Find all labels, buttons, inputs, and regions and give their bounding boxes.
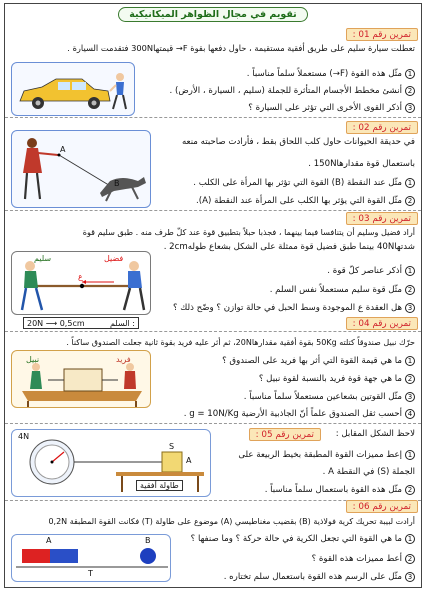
exercise-2-statement-2: باستعمال قوة مقدارها150N . [308,159,415,169]
exercise-4-q2 [259,374,415,385]
q-number: 2 [405,374,415,384]
q-text: أذكر القوى الأخرى التي تؤثر على السيارة ؟ [248,103,402,113]
q-number: 1 [405,266,415,276]
exercise-3-tag: تمرين رقم 03 : [346,212,418,225]
exercise-5-intro: لاحظ الشكل المقابل : [335,429,415,439]
title-bar [5,4,421,24]
q-number: 1 [405,356,415,366]
exercise-1-tag: تمرين رقم 01 : [346,28,418,41]
q-number: 1 [405,450,415,460]
box-s-label: S [169,442,175,451]
exercise-6-q3 [224,572,415,583]
worksheet-page [4,3,422,588]
scale-value: 20N ⟶ 0,5cm [27,318,85,328]
exercise-4-statement: حرّك نبيل صندوقاً كتلته 50Kg بقوة أفقية مقدارها20N، ثم أثر عليه فريد بقوة ثانية جعلت الصندوق ساكناً . [66,338,415,347]
knot-label: ع [78,272,83,281]
exercise-4-q1 [222,356,415,367]
q-number: 3 [405,303,415,313]
dog-leash-illustration [11,130,151,208]
exercise-3-statement-2: شدتها40N بينما طبق فضيل قوة ممثلة على الشكل بشعاع طوله2cm . [163,242,415,252]
exercise-3-q1 [327,266,415,277]
separator [5,423,421,424]
box-push-illustration [11,350,151,408]
left-person-name: سليم [34,254,52,263]
tug-of-war-illustration [11,251,151,315]
point-b-label: B [114,179,120,188]
exercise-1-q3 [248,103,415,114]
q-text: مثّل هذه القوة (F→) مستعملاً سلماً مناسباً . [246,69,402,79]
scale-box [23,317,139,329]
q-text: أعط مميزات هذه القوة ؟ [311,554,402,564]
nabil-label: نبيل [26,355,40,364]
separator [5,210,421,211]
exercise-2-q1 [193,178,415,189]
point-a-label: A [186,456,192,465]
exercise-4-tag: تمرين رقم 04 : [346,317,418,330]
q-text: مثّل قوة سليم مستعملاً نفس السلم . [269,285,402,295]
q-number: 2 [405,285,415,295]
exercise-3-q3 [173,303,415,314]
exercise-5-q1a [238,450,415,461]
exercise-1-statement: تعطلت سيارة سليم على طريق أفقية مستقيمة ، حاول دفعها بقوة F→ قيمتها300N فتقدمت السيارة . [67,43,415,53]
exercise-5-tag: تمرين رقم 05 : [249,428,321,441]
magnet-label: A [46,536,52,545]
q-number: 2 [405,554,415,564]
q-text: ما هي القوة التي تجعل الكرية في حالة حركة ؟ وما صنفها ؟ [190,534,402,544]
dog-leash-svg [12,131,151,208]
q-number: 1 [405,69,415,79]
tug-of-war-svg [12,252,151,315]
spring-scale-illustration [11,429,211,497]
q-text: مثّل القوة التي يؤثر بها الكلب على المرأة عند النقطة (A). [196,196,402,206]
scale-label: السلم : [109,318,135,328]
q-text: أحسب ثقل الصندوق علماً أنّ الجاذبية الأرضية g = 10N/Kg . [183,409,402,419]
exercise-3-q2 [270,285,415,296]
q-text: مثّل عند النقطة (B) القوة التي تؤثر بها المرأة على الكلب . [193,178,402,188]
exercise-5-q1b: الجملة (S) في النقطة A . [322,467,415,477]
exercise-4-q3 [244,392,415,403]
q-number: 3 [405,103,415,113]
q-number: 2 [405,196,415,206]
dial-label: 4N [18,432,30,441]
q-text: مثّل هذه القوة باستعمال سلماً مناسباً . [264,485,402,495]
table-label: طاولة أفقية [136,480,183,491]
q-number: 3 [405,572,415,582]
exercise-2-q2 [196,196,415,207]
q-number: 2 [405,86,415,96]
car-push-illustration [11,62,135,116]
exercise-3-statement-1: أراد فضيل وسليم أن يتنافسا فيما بينهما ، فجذبا حبلاً بتطبيق قوة عند كلّ طرف منه . طبق سليم قوة [82,227,415,237]
magnet-ball-illustration [11,534,171,582]
q-text: ما هي جهة قوة فريد بالنسبة لقوة نبيل ؟ [258,374,402,384]
q-text: مثّل القوتين بشعاعين مستعملاً سلماً مناسباً . [243,392,402,402]
fareed-label: فريد [116,355,131,364]
ball-label: B [145,536,151,545]
q-number: 2 [405,485,415,495]
separator [5,331,421,332]
q-number: 1 [405,178,415,188]
car-push-svg [12,63,135,116]
table-t-label: T [88,569,93,578]
exercise-6-statement: أرادت لبيبة تحريك كرية فولاذية (B) بقضيب مغناطيسي (A) موضوع على طاولة (T) فكانت القوة المطبقة 0,2N [48,517,415,526]
q-text: هل العقدة ع الموجودة وسط الحبل في حالة توازن ؟ وضّح ذلك ؟ [172,303,402,313]
right-person-name: فضيل [104,254,124,263]
exercise-1-q2 [170,86,415,97]
exercise-5-q2 [265,485,415,496]
exercise-6-q2 [312,554,415,565]
exercise-6-q1 [191,534,415,545]
exercise-4-q4 [184,409,415,420]
exercise-2-tag: تمرين رقم 02 : [346,121,418,134]
exercise-1-q1 [247,69,415,80]
q-text: أذكر عناصر كلّ قوة . [327,266,402,276]
q-text: مثّل على الرسم هذه القوة باستعمال سلم تختاره . [223,572,402,582]
exercise-6-tag: تمرين رقم 06 : [346,500,418,513]
page-title: تقويم في مجال الظواهر الميكانيكية [118,7,308,22]
q-text: ما هي قيمة القوة التي أثر بها فريد على الصندوق ؟ [222,356,402,366]
point-a-label: A [60,145,66,154]
q-text: أنشئ مخطط الأجسام المتأثرة للجملة (سليم ، السيارة ، الأرض) . [169,86,402,96]
exercise-2-statement-1: في حديقة الحيوانات حاول كلب اللحاق بقط ، فأرادت صاحبته منعه [181,137,415,147]
q-text: إعط مميزات القوة المطبقة بخيط الربيعة على [238,450,402,460]
q-number: 3 [405,392,415,402]
q-number: 4 [405,409,415,419]
q-number: 1 [405,534,415,544]
separator [5,117,421,118]
